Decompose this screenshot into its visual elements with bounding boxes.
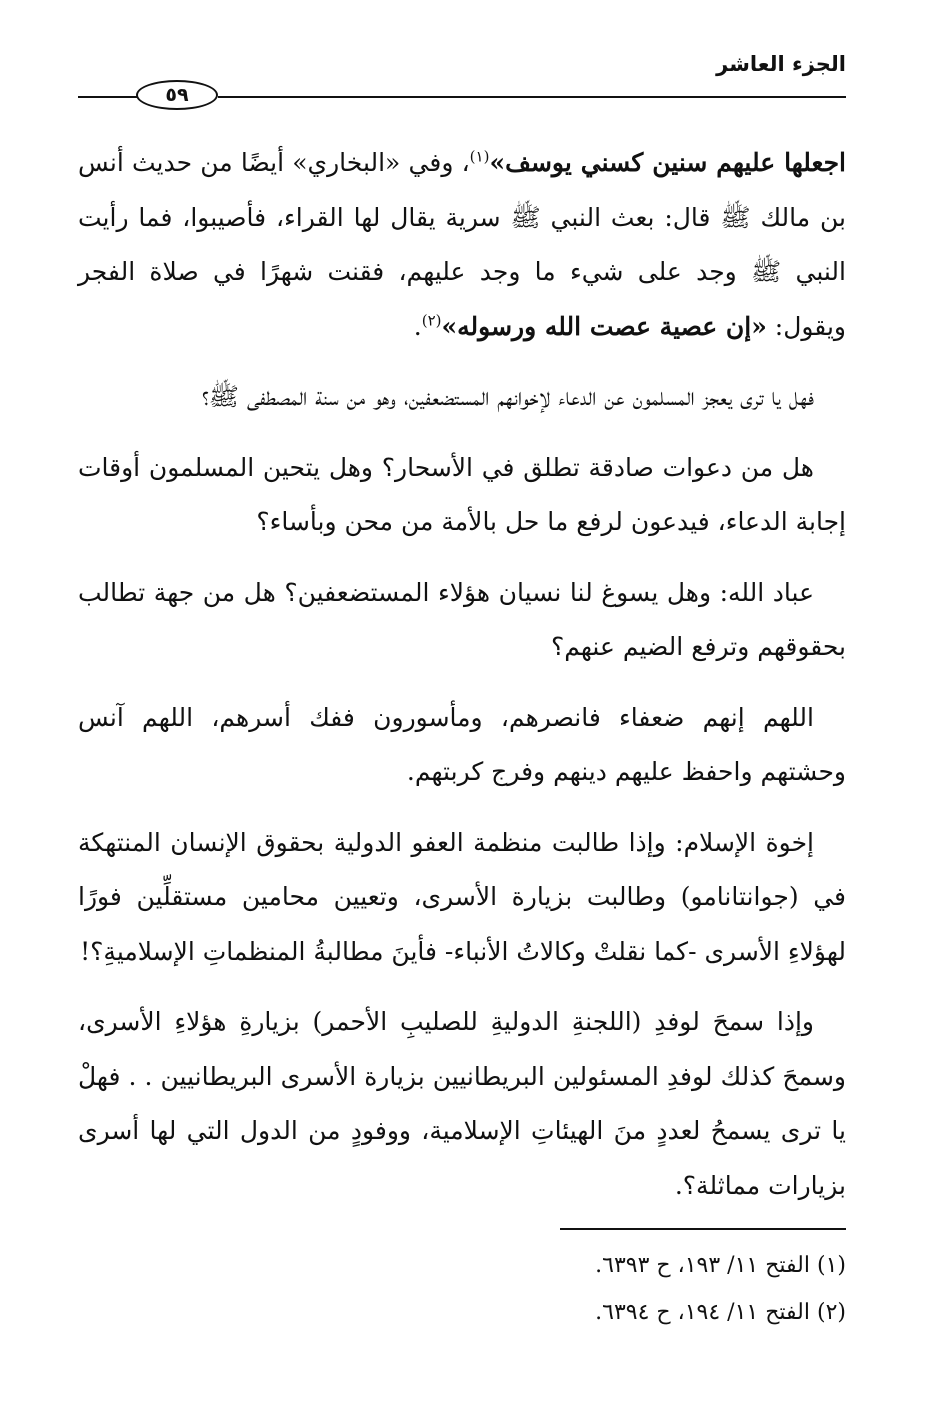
footnote-reference: (١) (469, 147, 490, 166)
paragraph-text: اللهم إنهم ضعفاء فانصرهم، ومأسورون ففك أسرهم، اللهم آنس وحشتهم واحفظ عليهم دينهم وفرج كربتهم. (78, 702, 846, 786)
paragraph-7 (78, 995, 846, 1213)
quoted-hadith-text: اجعلها عليهم سنين كسني يوسف» (489, 148, 847, 177)
paragraph-4 (78, 566, 846, 675)
paragraph-text: عباد الله: وهل يسوغ لنا نسيان هؤلاء المستضعفين؟ هل من جهة تطالب بحقوقهم وترفع الضيم عنهم؟ (78, 577, 846, 661)
paragraph-text: ، وفي «البخاري» أيضًا من حديث أنس بن مالك ﷺ قال: بعث النبي ﷺ سرية يقال لها القراء، فأصيبوا، فما رأيت النبي ﷺ وجد على شيء ما وجد عليهم، فقنت شهرًا في صلاة الفجر ويقول: (78, 148, 846, 341)
paragraph-2 (78, 370, 846, 425)
paragraph-3 (78, 441, 846, 550)
paragraph-6 (78, 816, 846, 980)
paragraph-text: وإذا سمحَ لوفدِ (اللجنةِ الدوليةِ للصليبِ الأحمر) بزيارةِ هؤلاءِ الأسرى، وسمحَ كذلك لوفدِ المسئولين البريطانيين بزيارة الأسرى البريطانيين . . فهلْ يا ترى يسمحُ لعددٍ منَ الهيئاتِ الإسلامية، ووفودٍ من الدول التي لها أسرى بزيارات مماثلة؟. (78, 1007, 846, 1200)
paragraph-text: فهل يا ترى يعجز المسلمون عن الدعاء لإخوانهم المستضعفين، وهو من سنة المصطفى ﷺ؟ (201, 382, 814, 411)
running-title: الجزء العاشر (716, 52, 846, 76)
footnote-separator (560, 1228, 846, 1230)
paragraph-text: هل من دعوات صادقة تطلق في الأسحار؟ وهل يتحين المسلمون أوقات إجابة الدعاء، فيدعون لرفع ما حل بالأمة من محن وبأساء؟ (78, 452, 846, 536)
paragraph-5 (78, 691, 846, 800)
header-rule-left (78, 96, 138, 98)
paragraph-1 (78, 136, 846, 354)
footnote-1: (١) الفتح ١١/ ١٩٣، ح ٦٣٩٣. (595, 1253, 846, 1278)
footnotes (446, 1242, 846, 1336)
quoted-hadith-text: «إن عصية عصت الله ورسوله» (441, 311, 767, 341)
footnote-reference: (٢) (421, 311, 442, 330)
footnote-2: (٢) الفتح ١١/ ١٩٤، ح ٦٣٩٤. (595, 1300, 846, 1325)
body-text (78, 136, 846, 1229)
paragraph-text: . (413, 311, 422, 341)
header-rule-right (218, 96, 846, 98)
paragraph-text: إخوة الإسلام: وإذا طالبت منظمة العفو الدولية بحقوق الإنسان المنتهكة في (جوانتانامو) وطالبت بزيارة الأسرى، وتعيين محامين مستقلِّين فورًا لهؤلاءِ الأسرى -كما نقلتْ وكالاتُ الأنباء- فأينَ مطالبةُ المنظماتِ الإسلاميةِ؟! (78, 827, 846, 966)
page-number: ٥٩ (136, 80, 218, 110)
